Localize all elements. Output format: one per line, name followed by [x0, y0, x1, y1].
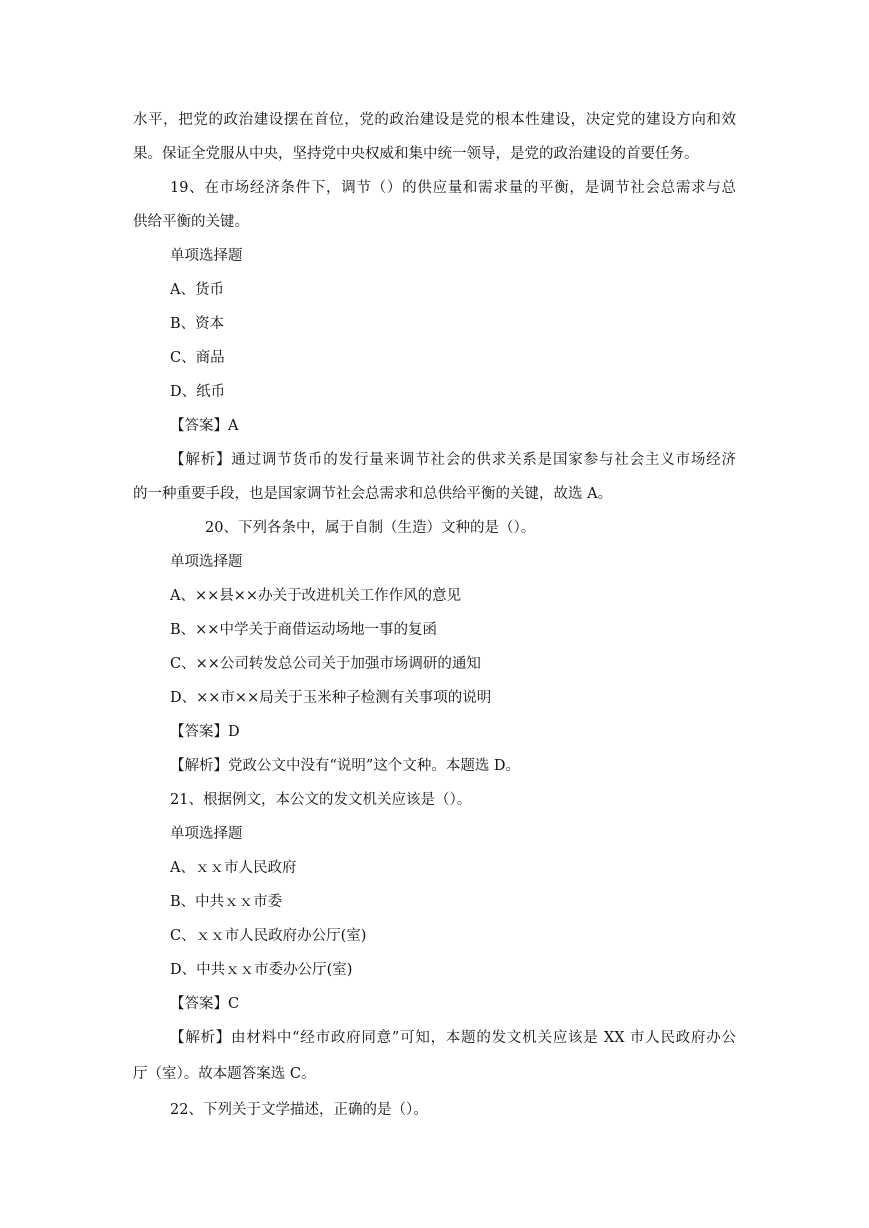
q19-stem-line-1: 19、在市场经济条件下，调节（）的供应量和需求量的平衡，是调节社会总需求与总 [170, 180, 736, 196]
q20-analysis: 【解析】党政公文中没有“说明”这个文种。本题选 D。 [170, 758, 521, 774]
q21-analysis-line-2: 厅（室）。故本题答案选 C。 [133, 1066, 316, 1082]
q21-answer: 【答案】C [170, 996, 240, 1012]
q21-stem: 21、根据例文，本公文的发文机关应该是（）。 [170, 792, 472, 808]
q19-question-type: 单项选择题 [170, 248, 243, 264]
q21-option-b: B、中共ｘｘ市委 [170, 894, 283, 910]
q20-option-a: A、××县××办关于改进机关工作作风的意见 [170, 588, 462, 604]
q19-option-b: B、资本 [170, 316, 225, 332]
q19-analysis-line-1: 【解析】通过调节货币的发行量来调节社会的供求关系是国家参与社会主义市场经济 [170, 452, 736, 468]
q19-option-a: A、货币 [170, 282, 224, 298]
q20-stem: 20、下列各条中，属于自制（生造）文种的是（）。 [205, 520, 536, 536]
q19-answer: 【答案】A [170, 418, 239, 434]
q21-option-c: C、ｘｘ市人民政府办公厅(室) [170, 928, 367, 944]
q19-analysis-line-2: 的一种重要手段，也是国家调节社会总需求和总供给平衡的关键，故选 A。 [133, 486, 613, 502]
q20-option-c: C、××公司转发总公司关于加强市场调研的通知 [170, 656, 481, 672]
q20-option-d: D、××市××局关于玉米种子检测有关事项的说明 [170, 690, 492, 706]
q21-question-type: 单项选择题 [170, 826, 243, 842]
q19-option-c: C、商品 [170, 350, 225, 366]
q19-stem-line-2: 供给平衡的关键。 [133, 214, 249, 230]
q21-analysis-line-1: 【解析】由材料中“经市政府同意”可知，本题的发文机关应该是 XX 市人民政府办公 [170, 1030, 736, 1046]
continued-paragraph-line-1: 水平，把党的政治建设摆在首位，党的政治建设是党的根本性建设，决定党的建设方向和效 [133, 112, 736, 128]
q21-option-d: D、中共ｘｘ市委办公厅(室) [170, 962, 353, 978]
q20-question-type: 单项选择题 [170, 554, 243, 570]
q22-stem: 22、下列关于文学描述，正确的是（）。 [170, 1102, 428, 1118]
q20-option-b: B、××中学关于商借运动场地一事的复函 [170, 622, 437, 638]
q21-option-a: A、ｘｘ市人民政府 [170, 860, 297, 876]
continued-paragraph-line-2: 果。保证全党服从中央，坚持党中央权威和集中统一领导，是党的政治建设的首要任务。 [133, 146, 699, 162]
q20-answer: 【答案】D [170, 724, 240, 740]
q19-option-d: D、纸币 [170, 384, 226, 400]
